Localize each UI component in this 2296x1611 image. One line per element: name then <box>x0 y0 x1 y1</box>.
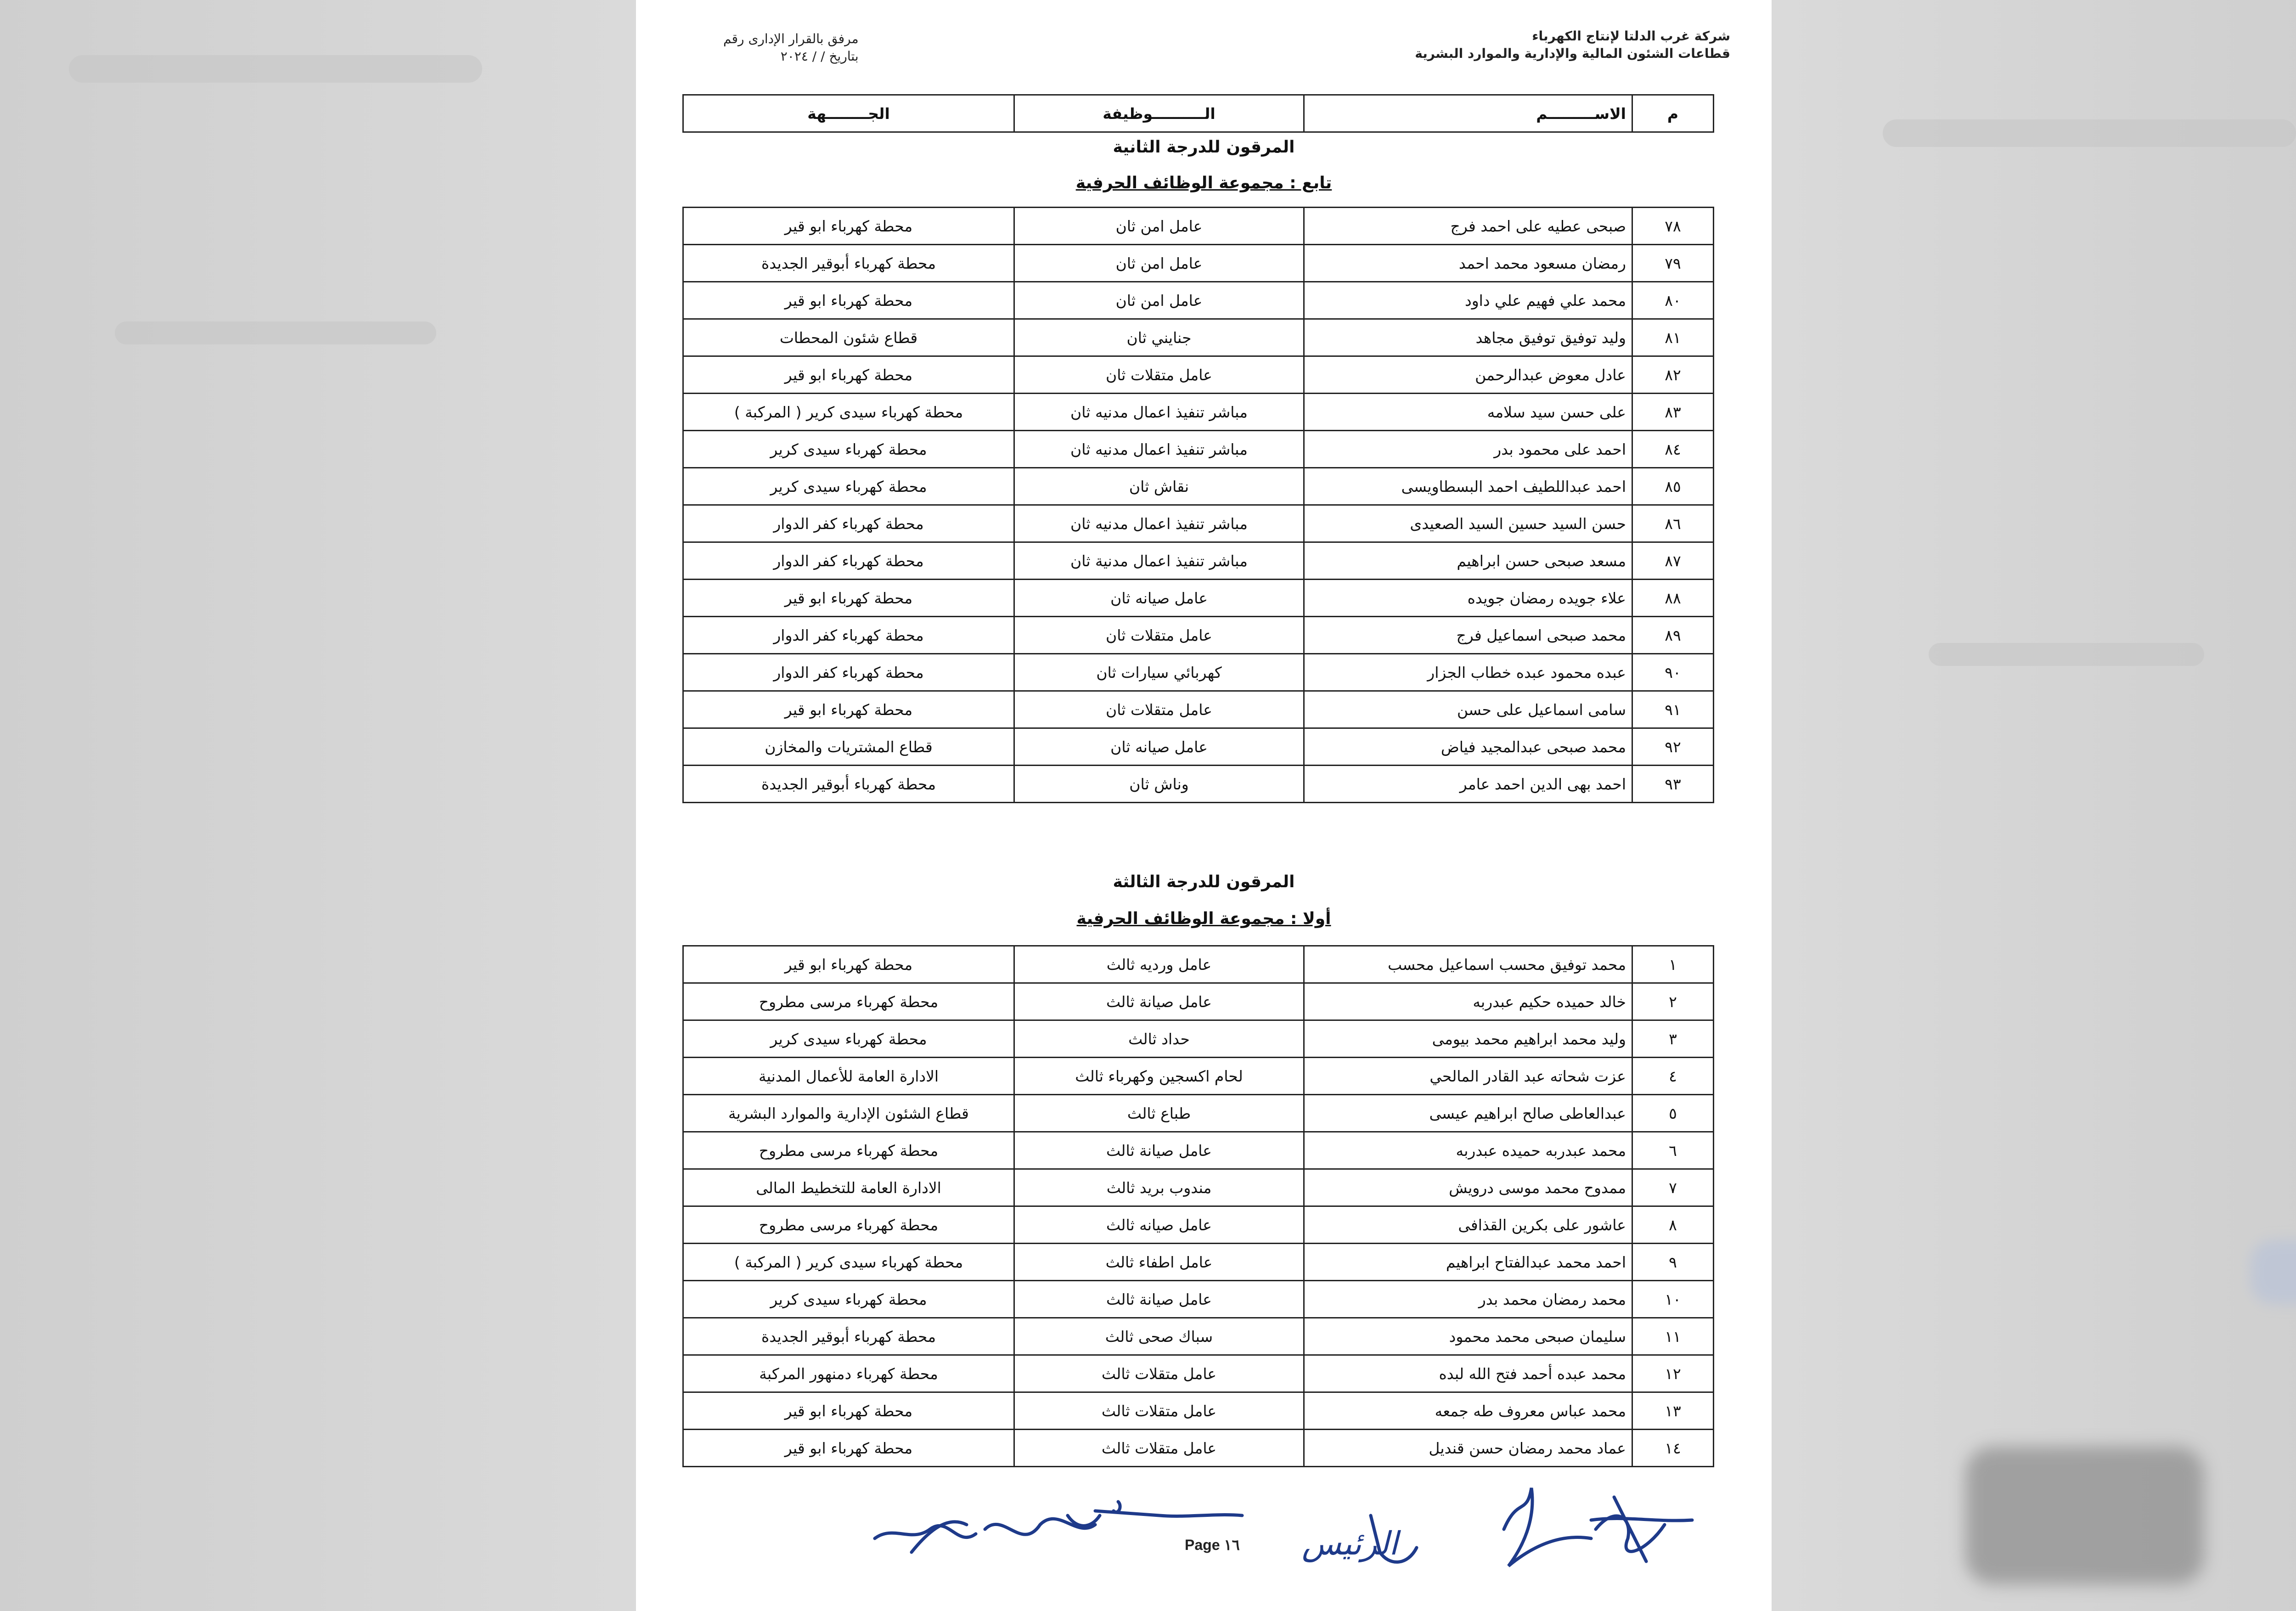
signatures <box>636 1460 1772 1598</box>
employee-name: علاء جويده رمضان جويده <box>1304 580 1632 617</box>
employee-name: محمد صبحى عبدالمجيد فياض <box>1304 728 1632 766</box>
department: محطة كهرباء أبوقير الجديدة <box>683 766 1014 803</box>
row-number: ٧٩ <box>1632 245 1714 282</box>
attachment-decree: مرفق بالقرار الإدارى رقم <box>723 31 859 46</box>
table-row <box>683 1095 1714 1132</box>
row-number: ٧ <box>1632 1169 1714 1206</box>
table-row <box>683 728 1714 766</box>
job-title: عامل ورديه ثالث <box>1014 946 1304 983</box>
row-number: ٥ <box>1632 1095 1714 1132</box>
row-number: ١ <box>1632 946 1714 983</box>
department: محطة كهرباء ابو قير <box>683 1392 1014 1430</box>
job-title: طباع ثالث <box>1014 1095 1304 1132</box>
row-number: ٩٢ <box>1632 728 1714 766</box>
job-title: وناش ثان <box>1014 766 1304 803</box>
row-number: ٨٥ <box>1632 468 1714 505</box>
employee-name: احمد بهى الدين احمد عامر <box>1304 766 1632 803</box>
signature-stroke <box>1114 1502 1120 1512</box>
table-row <box>683 319 1714 356</box>
department: محطة كهرباء مرسى مطروح <box>683 983 1014 1020</box>
row-number: ٩ <box>1632 1244 1714 1281</box>
table-row <box>683 1281 1714 1318</box>
employee-name: عبده محمود عبده خطاب الجزار <box>1304 654 1632 691</box>
row-number: ٦ <box>1632 1132 1714 1169</box>
job-title: عامل امن ثان <box>1014 208 1304 245</box>
row-number: ٢ <box>1632 983 1714 1020</box>
row-number: ٨٤ <box>1632 431 1714 468</box>
employee-name: وليد توفيق توفيق مجاهد <box>1304 319 1632 356</box>
table-row <box>683 505 1714 542</box>
table-row <box>683 1206 1714 1244</box>
job-title: حداد ثالث <box>1014 1020 1304 1058</box>
employee-name: مسعد صبحى حسن ابراهيم <box>1304 542 1632 580</box>
department: محطة كهرباء سيدى كرير <box>683 468 1014 505</box>
col-name-header: الاســـــــــم <box>1304 95 1632 132</box>
page-number: Page ١٦ <box>1185 1537 1240 1553</box>
job-title: عامل متقلات ثالث <box>1014 1355 1304 1392</box>
section1-subtitle: تابع : مجموعة الوظائف الحرفية <box>1075 174 1332 192</box>
department: محطة كهرباء ابو قير <box>683 282 1014 319</box>
section2-table <box>682 945 1714 1467</box>
company-header <box>1415 28 1730 62</box>
job-title: مباشر تنفيذ اعمال مدنيه ثان <box>1014 505 1304 542</box>
background-ghost <box>115 321 436 344</box>
row-number: ١١ <box>1632 1318 1714 1355</box>
row-number: ٩١ <box>1632 691 1714 728</box>
department: محطة كهرباء سيدى كرير <box>683 1020 1014 1058</box>
row-number: ٨٧ <box>1632 542 1714 580</box>
row-number: ٤ <box>1632 1058 1714 1095</box>
row-number: ٨٣ <box>1632 394 1714 431</box>
employee-name: محمد رمضان محمد بدر <box>1304 1281 1632 1318</box>
department: الادارة العامة للتخطيط المالى <box>683 1169 1014 1206</box>
table-row <box>683 1058 1714 1095</box>
job-title: عامل صيانه ثالث <box>1014 1206 1304 1244</box>
job-title: مباشر تنفيذ اعمال مدنية ثان <box>1014 542 1304 580</box>
employee-name: محمد عبدربه حميده عبدربه <box>1304 1132 1632 1169</box>
department: محطة كهرباء أبوقير الجديدة <box>683 245 1014 282</box>
employee-name: احمد محمد عبدالفتاح ابراهيم <box>1304 1244 1632 1281</box>
department: قطاع المشتريات والمخازن <box>683 728 1014 766</box>
department: محطة كهرباء مرسى مطروح <box>683 1132 1014 1169</box>
department: محطة كهرباء سيدى كرير <box>683 1281 1014 1318</box>
employee-name: عادل معوض عبدالرحمن <box>1304 356 1632 394</box>
department: محطة كهرباء ابو قير <box>683 356 1014 394</box>
background-ghost <box>1929 643 2204 666</box>
job-title: عامل صيانة ثالث <box>1014 1281 1304 1318</box>
table-row <box>683 617 1714 654</box>
employee-name: وليد محمد ابراهيم محمد بيومى <box>1304 1020 1632 1058</box>
attachment-note <box>723 30 859 65</box>
table-row <box>683 654 1714 691</box>
column-header-row <box>683 95 1714 132</box>
department: محطة كهرباء ابو قير <box>683 691 1014 728</box>
job-title: مندوب بريد ثالث <box>1014 1169 1304 1206</box>
employee-name: صبحى عطيه على احمد فرج <box>1304 208 1632 245</box>
department: محطة كهرباء سيدى كرير <box>683 431 1014 468</box>
section1-rows <box>683 208 1714 803</box>
department: قطاع الشئون الإدارية والموارد البشرية <box>683 1095 1014 1132</box>
section2-subtitle: أولا : مجموعة الوظائف الحرفية <box>1076 909 1331 928</box>
department: محطة كهرباء كفر الدوار <box>683 505 1014 542</box>
signature-stroke <box>912 1522 967 1552</box>
department: محطة كهرباء سيدى كرير ( المركبة ) <box>683 394 1014 431</box>
job-title: لحام اكسجين وكهرباء ثالث <box>1014 1058 1304 1095</box>
row-number: ١٢ <box>1632 1355 1714 1392</box>
table-row <box>683 394 1714 431</box>
table-row <box>683 1169 1714 1206</box>
department: محطة كهرباء دمنهور المركبة <box>683 1355 1014 1392</box>
employee-name: سامى اسماعيل على حسن <box>1304 691 1632 728</box>
section1-title: المرقون للدرجة الثانية <box>1113 138 1295 157</box>
employee-name: محمد توفيق محسب اسماعيل محسب <box>1304 946 1632 983</box>
background-blob <box>2250 1240 2296 1304</box>
col-job-header: الــــــــــوظيفة <box>1014 95 1304 132</box>
employee-name: محمد عبده أحمد فتح الله لبده <box>1304 1355 1632 1392</box>
job-title: عامل متقلات ثان <box>1014 356 1304 394</box>
row-number: ٣ <box>1632 1020 1714 1058</box>
row-number: ٨٨ <box>1632 580 1714 617</box>
background-ghost <box>69 55 482 83</box>
employee-name: محمد صبحى اسماعيل فرج <box>1304 617 1632 654</box>
employee-name: عماد محمد رمضان حسن قنديل <box>1304 1430 1632 1467</box>
job-title: عامل صيانه ثان <box>1014 728 1304 766</box>
employee-name: على حسن سيد سلامه <box>1304 394 1632 431</box>
table-row <box>683 1318 1714 1355</box>
job-title: عامل صيانة ثالث <box>1014 1132 1304 1169</box>
table-row <box>683 1392 1714 1430</box>
row-number: ١٤ <box>1632 1430 1714 1467</box>
company-name: شركة غرب الدلتا لإنتاج الكهرباء <box>1532 28 1730 44</box>
job-title: عامل اطفاء ثالث <box>1014 1244 1304 1281</box>
col-num-header: م <box>1632 95 1714 132</box>
employee-name: احمد عبداللطيف احمد البسطاويسى <box>1304 468 1632 505</box>
job-title: عامل متقلات ثالث <box>1014 1392 1304 1430</box>
table-row <box>683 356 1714 394</box>
row-number: ٩٠ <box>1632 654 1714 691</box>
job-title: عامل صيانه ثان <box>1014 580 1304 617</box>
document-page <box>636 0 1772 1611</box>
table-row <box>683 1355 1714 1392</box>
employee-name: خالد حميده حكيم عبدربه <box>1304 983 1632 1020</box>
job-title: عامل متقلات ثان <box>1014 617 1304 654</box>
job-title: نقاش ثان <box>1014 468 1304 505</box>
background-ghost <box>1883 119 2296 147</box>
employee-name: حسن السيد حسين السيد الصعيدى <box>1304 505 1632 542</box>
blurred-background-left <box>0 0 636 1611</box>
job-title: مباشر تنفيذ اعمال مدنيه ثان <box>1014 431 1304 468</box>
table-row <box>683 1020 1714 1058</box>
department: محطة كهرباء كفر الدوار <box>683 654 1014 691</box>
table-row <box>683 1244 1714 1281</box>
department: الادارة العامة للأعمال المدنية <box>683 1058 1014 1095</box>
table-row <box>683 580 1714 617</box>
job-title: عامل امن ثان <box>1014 282 1304 319</box>
table-row <box>683 431 1714 468</box>
row-number: ٨٦ <box>1632 505 1714 542</box>
table-row <box>683 542 1714 580</box>
job-title: كهربائي سيارات ثان <box>1014 654 1304 691</box>
row-number: ٧٨ <box>1632 208 1714 245</box>
job-title: مباشر تنفيذ اعمال مدنيه ثان <box>1014 394 1304 431</box>
table-row <box>683 1132 1714 1169</box>
signature-president: الرئيس <box>1302 1525 1398 1562</box>
job-title: سباك صحى ثالث <box>1014 1318 1304 1355</box>
table-row <box>683 282 1714 319</box>
section1-table <box>682 207 1714 803</box>
attachment-date: بتاريخ / / ٢٠٢٤ <box>780 49 859 64</box>
job-title: عامل امن ثان <box>1014 245 1304 282</box>
department: محطة كهرباء كفر الدوار <box>683 542 1014 580</box>
row-number: ٩٣ <box>1632 766 1714 803</box>
table-row <box>683 468 1714 505</box>
section2-rows <box>683 946 1714 1467</box>
department: قطاع شئون المحطات <box>683 319 1014 356</box>
table-row <box>683 766 1714 803</box>
employee-name: عبدالعاطى صالح ابراهيم عيسى <box>1304 1095 1632 1132</box>
blurred-background-right <box>1772 0 2296 1611</box>
row-number: ٨ <box>1632 1206 1714 1244</box>
employee-name: ممدوح محمد موسى درويش <box>1304 1169 1632 1206</box>
employee-name: محمد عباس معروف طه جمعه <box>1304 1392 1632 1430</box>
department: محطة كهرباء ابو قير <box>683 208 1014 245</box>
employee-name: سليمان صبحى محمد محمود <box>1304 1318 1632 1355</box>
background-blob <box>1965 1447 2204 1584</box>
table-row <box>683 983 1714 1020</box>
signature-stroke <box>1504 1488 1591 1566</box>
section2-title: المرقون للدرجة الثالثة <box>1113 873 1295 891</box>
col-dept-header: الجــــــــهة <box>683 95 1014 132</box>
row-number: ٨٢ <box>1632 356 1714 394</box>
row-number: ٨٠ <box>1632 282 1714 319</box>
row-number: ٨٩ <box>1632 617 1714 654</box>
signature-stroke <box>1591 1518 1692 1521</box>
company-division: قطاعات الشئون المالية والإدارية والموارد البشرية <box>1415 46 1730 61</box>
employee-name: عزت شحاته عبد القادر المالحي <box>1304 1058 1632 1095</box>
column-header-table <box>682 94 1714 133</box>
department: محطة كهرباء ابو قير <box>683 1430 1014 1467</box>
department: محطة كهرباء ابو قير <box>683 580 1014 617</box>
table-row <box>683 691 1714 728</box>
employee-name: احمد على محمود بدر <box>1304 431 1632 468</box>
job-title: عامل صيانة ثالث <box>1014 983 1304 1020</box>
employee-name: رمضان مسعود محمد احمد <box>1304 245 1632 282</box>
department: محطة كهرباء مرسى مطروح <box>683 1206 1014 1244</box>
job-title: عامل متقلات ثالث <box>1014 1430 1304 1467</box>
department: محطة كهرباء سيدى كرير ( المركبة ) <box>683 1244 1014 1281</box>
table-row <box>683 245 1714 282</box>
employee-name: محمد علي فهيم علي داود <box>1304 282 1632 319</box>
job-title: عامل متقلات ثان <box>1014 691 1304 728</box>
row-number: ٨١ <box>1632 319 1714 356</box>
table-row <box>683 208 1714 245</box>
department: محطة كهرباء ابو قير <box>683 946 1014 983</box>
row-number: ١٠ <box>1632 1281 1714 1318</box>
department: محطة كهرباء أبوقير الجديدة <box>683 1318 1014 1355</box>
department: محطة كهرباء كفر الدوار <box>683 617 1014 654</box>
employee-name: عاشور على بكرين القذافى <box>1304 1206 1632 1244</box>
table-row <box>683 946 1714 983</box>
job-title: جنايني ثان <box>1014 319 1304 356</box>
row-number: ١٣ <box>1632 1392 1714 1430</box>
